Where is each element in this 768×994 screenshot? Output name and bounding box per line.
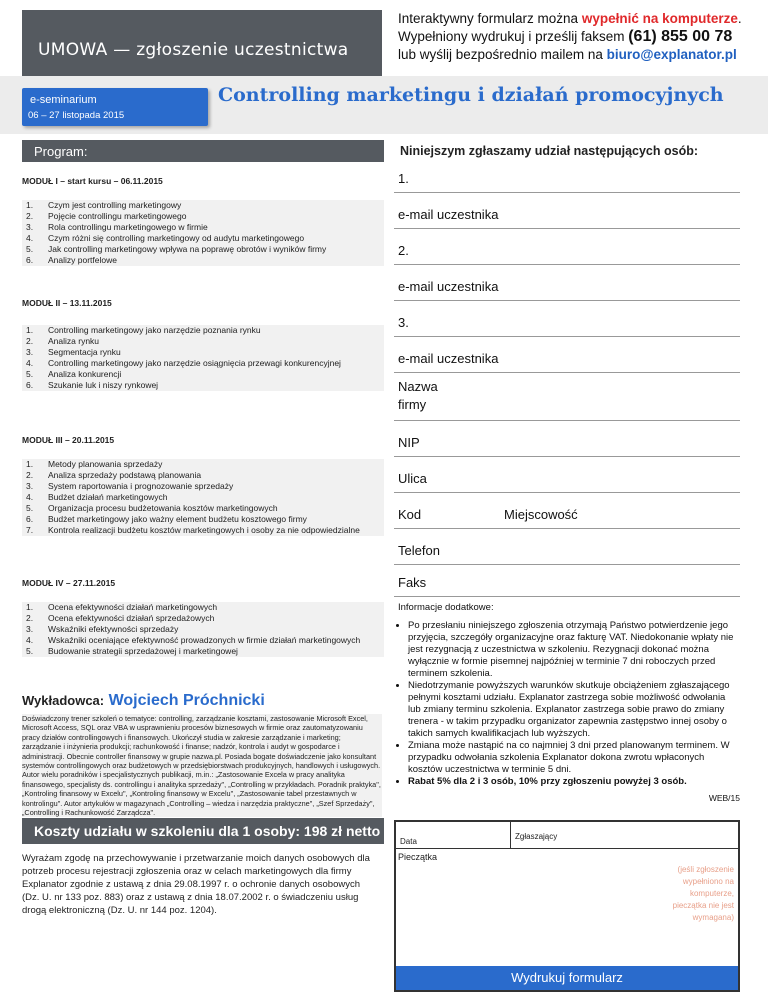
list-item: 2. Analiza sprzedaży podstawą planowania: [26, 470, 202, 480]
date-field[interactable]: [396, 822, 511, 848]
field-label: 2.: [398, 243, 409, 258]
submitter-label: Zgłaszający: [515, 832, 558, 841]
seminar-title: Controlling marketingu i działań promocyjnych: [218, 84, 724, 106]
participant-1-field[interactable]: [394, 162, 740, 193]
lecturer-bio: Doświadczony trener szkoleń o tematyce: controlling, zarządzanie kosztami, zastosowanie Microsoft Excel, Microsoft Access, SQL oraz VBA w usprawnieniu procesów biznesowych w firmie oraz zautomatyzowaniu pracy działów controllingowych i finansowych. Ukończył studia w zakresie zarządzanie i marketing; zarządzanie i inżynieria produkcji; rachunkowość i finanse; nadzór, kontrola i audyt w gospodarce i administracji. Obecnie controller finansowy w grupie nazwa.pl. Posiada bogate doświadczenie jako konsultant systemów controllingowych oraz budżetowych w przedsiębiorstwach produkcyjnych, handlowych i usługowych. Autor wielu poradników i specjalistycznych publikacji, m.in.: „Zastosowanie Excela w pracy analityka finansowego, specjalisty ds. controllingu i analityka sprzedaży", „Controlling w przykładach. Poradnik praktyka", „Kontroling finansowy w Excelu", „Kontroling finansowy w Excelu", „Zastosowanie tabel przestawnych w kontrolingu". Autor artykułów w magazynach „Controlling – wiedza i narzędzia praktyczne", „Szef Sprzedaży", „Controlling i Rachunkowość Zarządcza".: [22, 714, 381, 818]
list-item: 3. Wskaźniki efektywności sprzedaży: [26, 624, 179, 634]
contact-line3: lub wyślij bezpośrednio mailem na: [398, 47, 607, 62]
form-code: WEB/15: [708, 793, 740, 803]
list-item: 3. Rola controllingu marketingowego w firmie: [26, 222, 208, 232]
seminar-tag: [22, 88, 208, 126]
module-2: [22, 298, 384, 391]
info-item: • Po przesłaniu niniejszego zgłoszenia otrzymają Państwo potwierdzenie jego przyjęcia, szczegóły organizacyjne oraz fakturę VAT. Niedokonanie wpłaty nie jest rezygnacją z uczestnictwa w szkoleniu. Rezygnacji dokonać można wyłącznie w formie pisemnej najpóźniej w terminie 7 dni roboczych przed terminem szkolenia.: [408, 620, 740, 680]
module-title: MODUŁ I – start kursu – 06.11.2015: [22, 176, 163, 186]
module-title: MODUŁ III – 20.11.2015: [22, 435, 115, 445]
list-item: 6. Analizy portfelowe: [26, 255, 117, 265]
list-item: 5. Analiza konkurencji: [26, 369, 122, 379]
module-items: [22, 200, 384, 266]
participant-2-field[interactable]: [394, 228, 740, 265]
field-label: e-mail uczestnika: [398, 351, 499, 366]
contact-info: [398, 10, 742, 64]
info-item: • Rabat 5% dla 2 i 3 osób, 10% przy zgłoszeniu powyżej 3 osób.: [408, 776, 740, 788]
list-item: 2. Analiza rynku: [26, 336, 100, 346]
info-list: [398, 620, 740, 788]
list-item: 1. Ocena efektywności działań marketingowych: [26, 602, 218, 612]
list-item: 3. System raportowania i prognozowanie sprzedaży: [26, 481, 234, 491]
list-item: 3. Segmentacja rynku: [26, 347, 121, 357]
module-1: [22, 176, 384, 266]
list-item: 6. Szukanie luk i niszy rynkowej: [26, 380, 159, 390]
list-item: 5. Organizacja procesu budżetowania kosztów marketingowych: [26, 503, 278, 513]
stamp-note: (jeśli zgłoszenie wypełniono na komputerze, pieczątka nie jest wymagana): [672, 865, 734, 922]
seminar-dates: 06 – 27 listopada 2015: [28, 110, 125, 121]
lecturer-name: Wojciech Próchnicki: [108, 692, 265, 709]
fill-on-computer-text: wypełnić na komputerze: [581, 11, 738, 26]
field-label: Faks: [398, 575, 427, 590]
list-item: 4. Controlling marketingowy jako narzędzie osiągnięcia przewagi konkurencyjnej: [26, 358, 341, 368]
participant-1-email-field[interactable]: [394, 192, 740, 229]
module-title: MODUŁ IV – 27.11.2015: [22, 578, 116, 588]
list-item: 5. Budowanie strategii sprzedażowej i marketingowej: [26, 646, 238, 656]
contact-line2: Wypełniony wydrukuj i prześlij faksem: [398, 29, 629, 44]
fax-number: (61) 855 00 78: [628, 28, 733, 45]
field-label: 1.: [398, 171, 409, 186]
program-header-label: Program:: [34, 144, 88, 159]
list-item: 4. Budżet działań marketingowych: [26, 492, 168, 502]
document-banner: [22, 10, 382, 76]
city-label: Miejscowość: [504, 507, 578, 522]
list-item: 6. Budżet marketingowy jako ważny element budżetu kosztowego firmy: [26, 514, 307, 524]
contact-line1-suffix: .: [737, 11, 742, 26]
company-name-field[interactable]: [394, 372, 740, 421]
consent-text: Wyrażam zgodę na przechowywanie i przetwarzanie moich danych osobowych dla potrzeb procesu rejestracji zgłoszenia oraz w celach marketingowych dla firmy Explanator zgodnie z ustawą z dnia 29.08.1997 r. o ochronie danych osobowych (Dz. U. nr 133 poz. 883) oraz z ustawą z dnia 18.07.2002 r. o świadczeniu usług drogą elektroniczną (Dz. U. nr 144 poz. 1204).: [22, 853, 370, 916]
print-form-button[interactable]: Wydrukuj formularz: [396, 966, 738, 990]
cost-label: Koszty udziału w szkoleniu dla 1 osoby: 198 zł netto: [34, 823, 381, 839]
list-item: 7. Kontrola realizacji budżetu kosztów marketingowych i osoby za nie odpowiedzialne: [26, 525, 360, 535]
lecturer-label: Wykładowca:: [22, 693, 105, 708]
participant-3-field[interactable]: [394, 300, 740, 337]
list-item: 1. Controlling marketingowy jako narzędzie poznania rynku: [26, 325, 261, 335]
address-city-field[interactable]: [394, 492, 740, 529]
info-item: • Niedotrzymanie powyższych warunków skutkuje obciążeniem zgłaszającego pełnymi kosztami udziału. Explanator zastrzega sobie możliwość odwołania lub zmiany terminu szkolenia. Explanator zastrzega sobie prawo do zmiany trenera - w takim przypadku organizator zapewnia zastępstwo innej osoby o takich samych kwalifikacjach lub wyższych.: [408, 680, 740, 740]
module-4: [22, 578, 384, 657]
list-item: 1. Metody planowania sprzedaży: [26, 459, 163, 469]
stamp-label: Pieczątka: [398, 852, 438, 862]
signature-row: [396, 822, 738, 849]
field-label: Telefon: [398, 543, 440, 558]
contact-email-link[interactable]: biuro@explanator.pl: [606, 47, 737, 62]
fax-field[interactable]: [394, 564, 740, 597]
participant-2-email-field[interactable]: [394, 264, 740, 301]
field-label: Ulica: [398, 471, 427, 486]
submitter-field[interactable]: [511, 822, 738, 848]
form-header-label: Niniejszym zgłaszamy udział następujących osób:: [400, 144, 699, 158]
lecturer-section: [22, 692, 382, 817]
module-items: [22, 325, 384, 391]
program-header: [22, 140, 384, 162]
participant-3-email-field[interactable]: [394, 336, 740, 373]
cost-banner: [22, 818, 384, 844]
field-label: e-mail uczestnika: [398, 207, 499, 222]
list-item: 4. Wskaźniki oceniające efektywność prowadzonych w firmie działań marketingowych: [26, 635, 361, 645]
date-label: Data: [400, 837, 417, 846]
module-title: MODUŁ II – 13.11.2015: [22, 298, 112, 308]
phone-field[interactable]: [394, 528, 740, 565]
list-item: 2. Pojęcie controllingu marketingowego: [26, 211, 187, 221]
module-3: [22, 435, 384, 536]
info-title: Informacje dodatkowe:: [398, 602, 494, 613]
info-item: • Zmiana może nastąpić na co najmniej 3 dni przed planowanym terminem. W przypadku odwołania szkolenia Explanator dokona zwrotu wpłaconych kosztów uczestnictwa w terminie 5 dni.: [408, 740, 740, 776]
list-item: 4. Czym różni się controlling marketingowy od audytu marketingowego: [26, 233, 305, 243]
seminar-type: e-seminarium: [30, 94, 97, 106]
module-items: [22, 602, 384, 657]
street-field[interactable]: [394, 456, 740, 493]
additional-info: [398, 602, 740, 804]
field-label: 3.: [398, 315, 409, 330]
list-item: 5. Jak controlling marketingowy wpływa na poprawę obrotów i wyników firmy: [26, 244, 327, 254]
list-item: 1. Czym jest controlling marketingowy: [26, 200, 182, 210]
module-items: [22, 459, 384, 536]
nip-field[interactable]: [394, 420, 740, 457]
field-label: e-mail uczestnika: [398, 279, 499, 294]
postcode-label: Kod: [398, 507, 422, 522]
form-header: [394, 140, 740, 162]
field-label: Nazwa firmy: [398, 379, 438, 412]
contact-line1: Interaktywny formularz można: [398, 11, 582, 26]
field-label: NIP: [398, 435, 420, 450]
banner-title: UMOWA — zgłoszenie uczestnictwa: [38, 40, 349, 60]
list-item: 2. Ocena efektywności działań sprzedażowych: [26, 613, 215, 623]
